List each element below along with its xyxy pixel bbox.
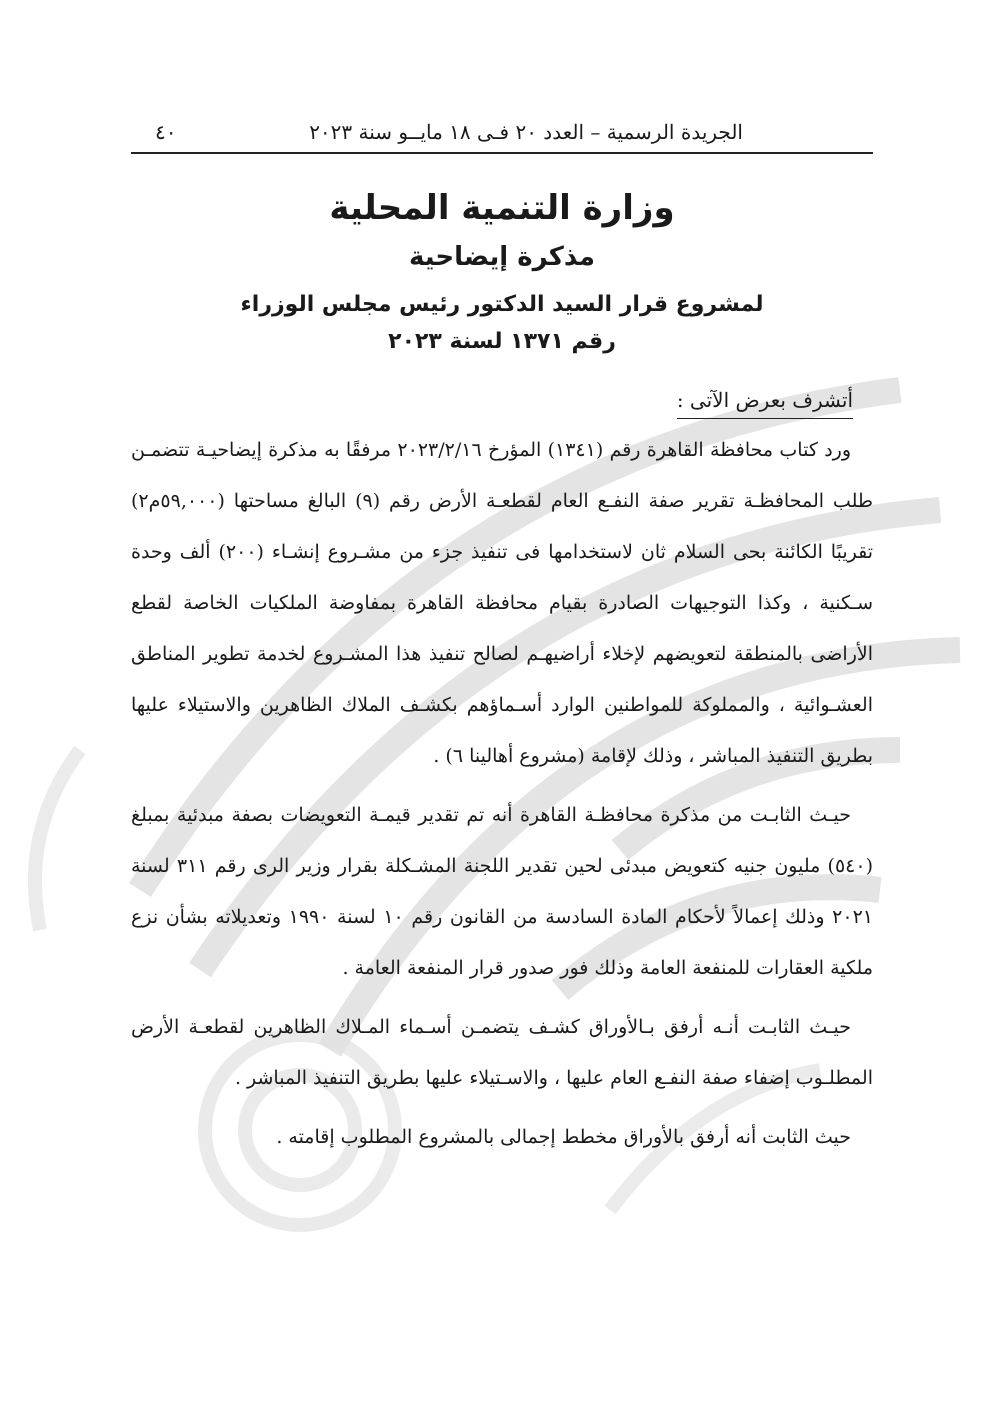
- greeting-line: أتشرف بعرض الآتى :: [677, 388, 853, 419]
- gazette-line: الجريدة الرسمية – العدد ٢٠ فـى ١٨ مايــو سنة ٢٠٢٣: [309, 120, 743, 144]
- subject-line: لمشروع قرار السيد الدكتور رئيس مجلس الوزراء: [240, 292, 764, 317]
- page-header: [131, 112, 873, 154]
- page-number: ٤٠: [155, 120, 177, 144]
- memo-title: مذكرة إيضاحية: [409, 242, 595, 272]
- decree-number: رقم ١٣٧١ لسنة ٢٠٢٣: [388, 329, 616, 354]
- ministry-title: وزارة التنمية المحلية: [329, 188, 675, 228]
- paragraph: حيـث الثابـت أنـه أرفق بـالأوراق كشـف يتضمـن أسـماء المـلاك الظاهرين لقطعـة الأرض المطلـوب إضفاء صفة النفـع العام عليها ، والاسـتيلاء عليها بطريق التنفيذ المباشر .: [131, 1016, 873, 1089]
- document-page: [131, 112, 873, 1163]
- paragraph: ورد كتاب محافظة القاهرة رقم (١٣٤١) المؤرخ ٢٠٢٣/٢/١٦ مرفقًا به مذكرة إيضاحيـة تتضمـن طلب المحافظـة تقرير صفة النفـع العام لقطعـة الأرض رقم (٩) البالغ مساحتها (٥٩,٠٠٠م٢) تقريبًا الكائنة بحى السلام ثان لاستخدامها فى تنفيذ جزء من مشـروع إنشـاء (٢٠٠) ألف وحدة سـكنية ، وكذا التوجيهات الصادرة بقيام محافظة القاهرة بمفاوضة الملكيات الخاصة لقطع الأراضى بالمنطقة لتعويضهم لإخلاء أراضيهـم لصالح تنفيذ هذا المشـروع لخدمة تطوير المناطق العشـوائية ، والمملوكة للمواطنين الوارد أسـماؤهم بكشـف الملاك الظاهرين والاستيلاء عليها بطريق التنفيذ المباشر ، وذلك لإقامة (مشروع أهالينا ٦) .: [131, 439, 874, 767]
- paragraph: حيث الثابت أنه أرفق بالأوراق مخطط إجمالى بالمشروع المطلوب إقامته .: [276, 1126, 851, 1148]
- paragraph: حيـث الثابـت من مذكرة محافظـة القاهرة أنه تم تقدير قيمـة التعويضات بصفة مبدئية بمبلغ (٥٤٠) مليون جنيه كتعويض مبدئى لحين تقدير اللجنة المشـكلة بقرار وزير الرى رقم ٣١١ لسنة ٢٠٢١ وذلك إعمالاً لأحكام المادة السادسة من القانون رقم ١٠ لسنة ١٩٩٠ وتعديلاته بشأن نزع ملكية العقارات للمنفعة العامة وذلك فور صدور قرار المنفعة العامة .: [131, 804, 874, 979]
